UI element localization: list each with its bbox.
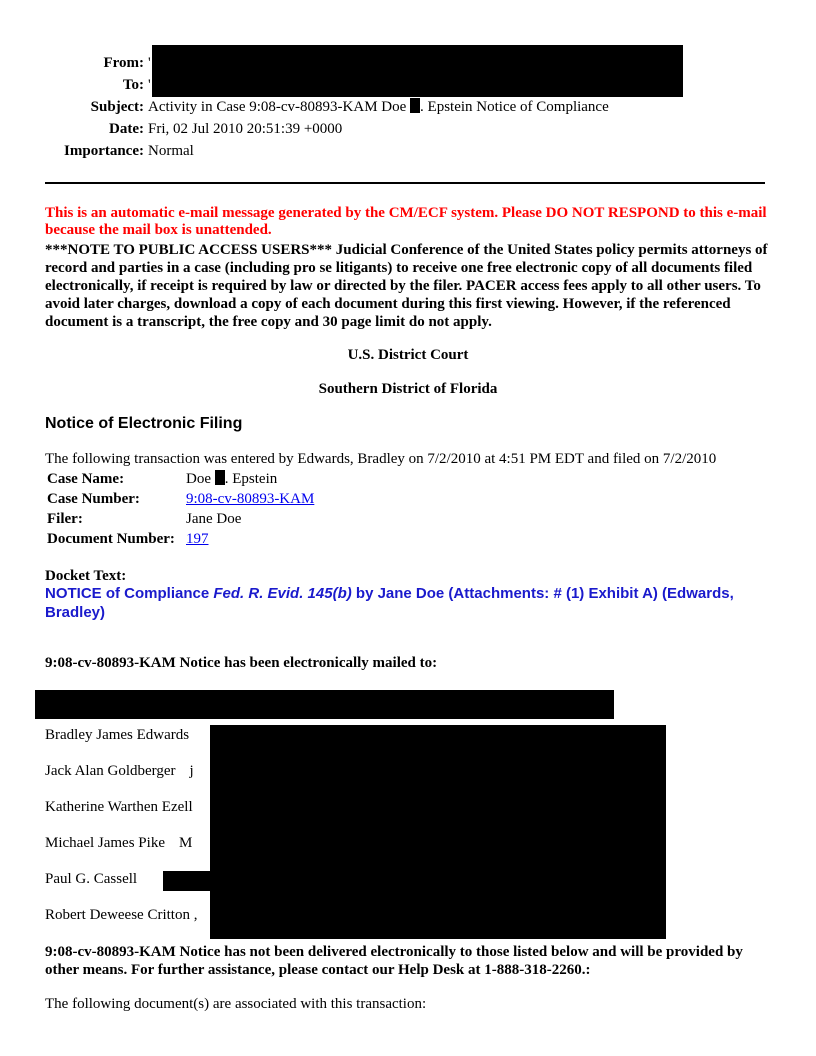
recipient-row <box>45 763 194 780</box>
docket-text <box>45 584 745 622</box>
nef-title: Notice of Electronic Filing <box>45 415 243 432</box>
docket-text-part2: by Jane Doe (Attachments: # (1) Exhibit A) (Edwards, Bradley) <box>45 585 734 621</box>
from-value: ' <box>148 55 151 71</box>
header-redaction <box>152 45 683 97</box>
recipient-email-fragment: M <box>178 835 193 851</box>
case-number-row <box>45 489 316 509</box>
subject-suffix: . Epstein Notice of Compliance <box>420 99 609 115</box>
importance-value: Normal <box>148 143 194 159</box>
subject-redaction <box>410 98 420 113</box>
recipient-redaction-top <box>35 690 614 719</box>
recipient-name: Paul G. Cassell <box>45 871 138 887</box>
date-label: Date: <box>109 121 144 137</box>
recipient-name: Michael James Pike <box>45 835 165 851</box>
recipient-row <box>45 727 189 744</box>
court-name: U.S. District Court <box>347 347 469 363</box>
subject-prefix: Activity in Case 9:08-cv-80893-KAM Doe <box>148 99 407 115</box>
case-info-table <box>45 469 316 549</box>
district-name: Southern District of Florida <box>318 381 498 397</box>
transaction-text: The following transaction was entered by Edwards, Bradley on 7/2/2010 at 4:51 PM EDT and filed on 7/2/2010 <box>45 451 717 467</box>
document-number-label: Document Number: <box>47 531 175 547</box>
document-number-link[interactable]: 197 <box>186 531 209 547</box>
recipient-name: Bradley James Edwards <box>45 727 190 743</box>
recipient-redaction-cassell <box>163 871 213 891</box>
recipient-row <box>45 907 197 924</box>
case-name-row <box>45 469 316 489</box>
auto-email-warning: This is an automatic e-mail message generated by the CM/ECF system. Please DO NOT RESPOND to this e-mail because the mail box is unattended. <box>45 205 767 238</box>
case-name-value <box>184 469 316 489</box>
subject-value <box>148 96 609 118</box>
divider <box>45 182 765 184</box>
subject-label: Subject: <box>90 99 144 115</box>
case-name-redaction <box>215 470 225 485</box>
case-name-suffix: . Epstein <box>224 471 278 487</box>
filer-row <box>45 509 316 529</box>
case-number-label: Case Number: <box>47 491 140 507</box>
not-delivered-notice: 9:08-cv-80893-KAM Notice has not been delivered electronically to those listed below and will be provided by other means. For further assistance, please contact our Help Desk at 1-888-318-2260.: <box>45 944 743 978</box>
recipient-name: Jack Alan Goldberger <box>45 763 176 779</box>
case-number-link[interactable]: 9:08-cv-80893-KAM <box>186 491 315 507</box>
mailed-heading: 9:08-cv-80893-KAM Notice has been electronically mailed to: <box>45 655 438 671</box>
to-label: To: <box>122 77 144 93</box>
to-value: ' <box>148 77 151 93</box>
importance-label: Importance: <box>64 143 144 159</box>
filer-label: Filer: <box>47 511 83 527</box>
associated-documents-text: The following document(s) are associated with this transaction: <box>45 996 427 1012</box>
recipient-name: Katherine Warthen Ezell <box>45 799 193 815</box>
recipient-redaction-block <box>210 725 666 939</box>
subject-row <box>0 96 609 118</box>
date-row <box>0 118 609 140</box>
importance-row <box>0 140 609 162</box>
recipient-name: Robert Deweese Critton , <box>45 907 198 923</box>
case-name-label: Case Name: <box>47 471 125 487</box>
recipient-row <box>45 799 193 816</box>
docket-text-rule: Fed. R. Evid. 145(b) <box>213 585 352 602</box>
case-name-prefix: Doe <box>186 471 211 487</box>
filer-value: Jane Doe <box>186 511 242 527</box>
docket-text-label: Docket Text: <box>45 568 127 584</box>
recipient-row <box>45 871 137 888</box>
docket-text-part1: NOTICE of Compliance <box>45 585 214 602</box>
from-label: From: <box>103 55 144 71</box>
recipient-email-fragment: j <box>189 763 194 779</box>
public-access-note: ***NOTE TO PUBLIC ACCESS USERS*** Judicial Conference of the United States policy permits attorneys of record and parties in a case (including pro se litigants) to receive one free electronic copy of all documents filed electronically, if receipt is required by law or directed by the filer. PACER access fees apply to all other users. To avoid later charges, download a copy of each document during this first viewing. However, if the referenced document is a transcript, the free copy and 30 page limit do not apply. <box>45 242 768 330</box>
date-value: Fri, 02 Jul 2010 20:51:39 +0000 <box>148 121 343 137</box>
recipient-row <box>45 835 192 852</box>
document-number-row <box>45 529 316 549</box>
